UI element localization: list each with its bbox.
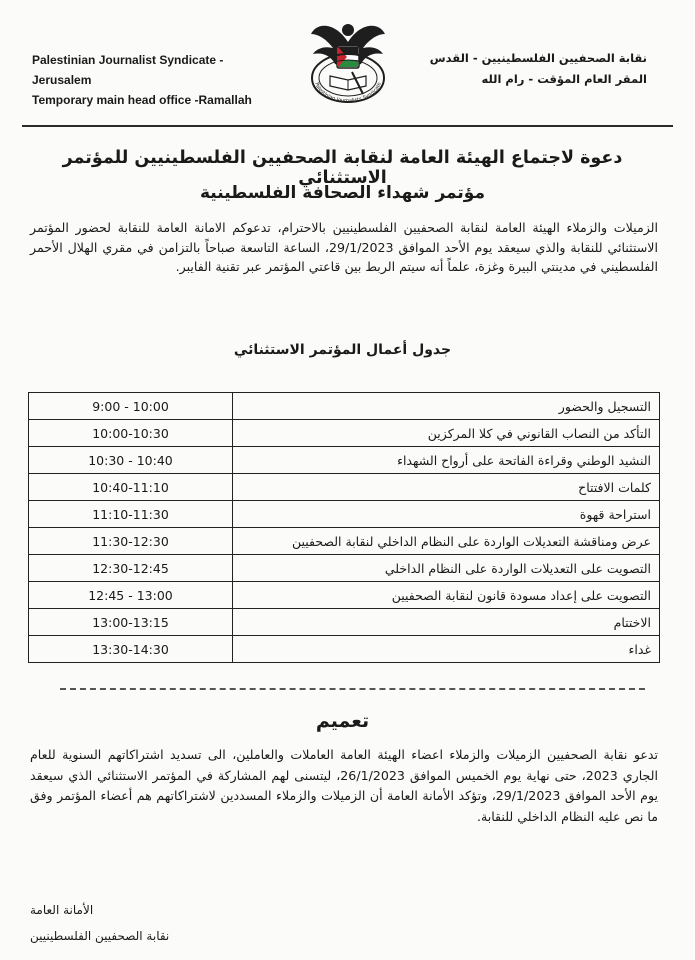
agenda-table [28, 392, 660, 663]
agenda-time: 12:30-12:45 [29, 555, 233, 582]
signature-line1: الأمانة العامة [30, 903, 94, 917]
table-row [29, 582, 660, 609]
invitation-title: دعوة لاجتماع الهيئة العامة لنقابة الصحفيين الفلسطينيين للمؤتمر الاستثنائي [62, 148, 623, 188]
logo-ring-text: Palestinian Journalists Syndicate [313, 81, 383, 105]
agenda-item: التسجيل والحضور [233, 393, 660, 420]
table-row [29, 447, 660, 474]
agenda-time: 13:30-14:30 [29, 636, 233, 663]
agenda-time: 11:30-12:30 [29, 528, 233, 555]
agenda-time: 10:30 - 10:40 [29, 447, 233, 474]
agenda-item: عرض ومناقشة التعديلات الواردة على النظام الداخلي لنقابة الصحفيين [233, 528, 660, 555]
agenda-item: التصويت على إعداد مسودة قانون لنقابة الصحفيين [233, 582, 660, 609]
header-english [32, 50, 282, 110]
table-row [29, 501, 660, 528]
agenda-title: جدول أعمال المؤتمر الاستثنائي [233, 342, 452, 358]
agenda-time: 11:10-11:30 [29, 501, 233, 528]
header-en-line2: Temporary main head office -Ramallah [32, 93, 252, 107]
table-row [29, 609, 660, 636]
table-row [29, 393, 660, 420]
agenda-item: التصويت على التعديلات الواردة على النظام الداخلي [233, 555, 660, 582]
invitation-paragraph: الزميلات والزملاء الهيئة العامة لنقابة الصحفيين الفلسطينيين بالاحترام، تدعوكم الامانة العامة للنقابة لحضور المؤتمر الاستثنائي للنقابة والذي سيعقد يوم الأحد الموافق 29/1/2023، الساعة التاسعة صباحاً بالتزامن في مقري الهلال الأحمر الفلسطيني في مدينتي البيرة وغزة، علماً أنه سيتم الربط بين قاعتي المؤتمر عبر تقنية الفايبر. [30, 220, 658, 274]
agenda-item: استراحة قهوة [233, 501, 660, 528]
header-ar-line1: نقابة الصحفيين الفلسطينيين - القدس [429, 51, 647, 65]
header-arabic [427, 48, 647, 90]
agenda-time: 10:40-11:10 [29, 474, 233, 501]
table-row [29, 555, 660, 582]
agenda-item: غداء [233, 636, 660, 663]
agenda-item: النشيد الوطني وقراءة الفاتحة على أرواح الشهداء [233, 447, 660, 474]
circular-paragraph: تدعو نقابة الصحفيين الزميلات والزملاء اعضاء الهيئة العامة العاملات والعاملين، الى تسديد اشتراكاتهم السنوية للعام الجاري 2023، حتى نهاية يوم الخميس الموافق 26/1/2023، ليتسنى لهم المشاركة في المؤتمر الاستثنائي الذي سيعقد يوم الأحد الموافق 29/1/2023، وتؤكد الأمانة العامة أن الزميلات والزملاء المسددين لاشتراكاتهم هم أعضاء المؤتمر وفق ما نص عليه النظام الداخلي للنقابة. [30, 747, 658, 824]
syndicate-logo-icon [305, 12, 391, 112]
agenda-item: كلمات الافتتاح [233, 474, 660, 501]
agenda-time: 9:00 - 10:00 [29, 393, 233, 420]
table-row [29, 474, 660, 501]
table-row [29, 528, 660, 555]
agenda-time: 10:00-10:30 [29, 420, 233, 447]
header-divider [22, 125, 673, 127]
agenda-time: 12:45 - 13:00 [29, 582, 233, 609]
agenda-item: التأكد من النصاب القانوني في كلا المركزين [233, 420, 660, 447]
agenda-item: الاختتام [233, 609, 660, 636]
section-divider [60, 688, 645, 690]
header-ar-line2: المقر العام المؤقت - رام الله [481, 72, 647, 86]
conference-name: مؤتمر شهداء الصحافة الفلسطينية [200, 183, 485, 203]
table-row [29, 420, 660, 447]
agenda-time: 13:00-13:15 [29, 609, 233, 636]
signature-line2: نقابة الصحفيين الفلسطينيين [30, 929, 170, 943]
table-row [29, 636, 660, 663]
circular-title: تعميم [315, 710, 370, 732]
header-en-line1: Palestinian Journalist Syndicate - Jerusalem [32, 53, 224, 87]
